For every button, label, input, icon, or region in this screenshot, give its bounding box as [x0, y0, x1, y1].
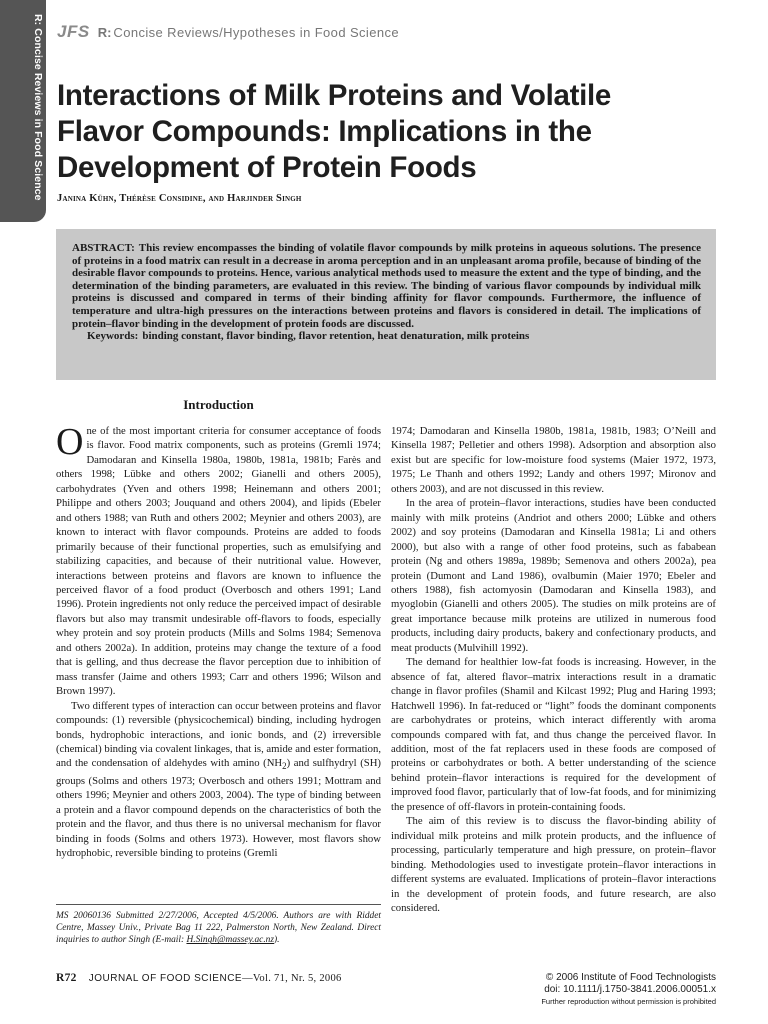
- copyright-line: © 2006 Institute of Food Technologists: [545, 972, 716, 983]
- section-name: Concise Reviews/Hypotheses in Food Science: [113, 25, 400, 40]
- article-title: Interactions of Milk Proteins and Volatile Flavor Compounds: Implications in the Development of Protein Foods: [57, 79, 612, 184]
- intro-paragraph-4: In the area of protein–flavor interactions, studies have been conducted mainly with milk proteins (Andriot and others 2000; Lübke and others 2002) and soy proteins (Damodaran and Kinsella 1981a; Li and others 2000), but also with a range of other food proteins, such as fababean protein (Ng and others 1989a, 1989b; Semenova and others 2002a), pea protein (Dumont and Land 1986), ovalbumin (Maier 1970; Ebeler and others 1988), fish actomyosin (Damodaran and Kinsella 1983), and myoglobin (Gianelli and others 2005). The studies on milk proteins are of great importance because milk proteins are utilized in numerous food products, including dairy products, bakery and confectionary products, and meat products (Mulvihill 1992).: [391, 497, 716, 654]
- journal-abbr: JFS: [57, 22, 90, 41]
- abstract-text: This review encompasses the binding of volatile flavor compounds by milk proteins in aqueous solutions. The presence of proteins in a food matrix can result in a decrease in aroma perception and in an unpleasant aroma profile, because of binding of the desirable flavor compounds to proteins. Hence, various analytical methods used to measure the extent and the type of binding, and the determination of the binding parameters, are evaluated in this review. The binding of various flavor compounds by individual milk proteins is discussed and compared in terms of their binding affinity for flavor compounds. Furthermore, the influence of temperature and ultra-high pressures on the interactions between proteins and flavors is considered in detail. The implications of protein–flavor binding in the development of protein foods are discussed.: [72, 242, 701, 330]
- manuscript-note: [56, 904, 381, 947]
- page-number: R72: [56, 972, 77, 984]
- right-column: [391, 424, 716, 915]
- journal-name: JOURNAL OF FOOD SCIENCE: [88, 973, 243, 984]
- author-list: Janina Kühn, Thérèse Considine, and Harjinder Singh: [57, 193, 302, 204]
- intro-paragraph-1-text: ne of the most important criteria for consumer acceptance of foods is flavor. Food matrix components, such as proteins (Gremli 1974; Damodaran and Kinsella 1980a, 1980b, 1981a, 1981b; Farès and others 1998; Lübke and others 2002; Gianelli and others 2005), carbohydrates (Yven and others 1998; Heinemann and others 2001; Philippe and others 2003; Jouquand and others 2004), and lipids (Ebeler and others 1988; van Ruth and others 2002; Meynier and others 2003), are known to interact with flavor compounds. Proteins are added to foods primarily because of their functional properties, such as emulsifying and stabilizing capacities, and because of their nutritional value. However, interactions between proteins and flavors are known to influence the perceived flavor of a food product (Overbosch and others 1991; Land 1996). Protein ingredients not only reduce the perceived impact of desirable flavors but also may transmit undesirable off-flavors to foods, especially whey protein and soy protein products (Mills and Solms 1984; Semenova and others 2002a). In addition, proteins may change the texture of a food that is gelling, and thus decrease the flavor perception due to inhibition of mass transfer (Jaime and others 1993; Carr and others 1996; Wilson and Brown 1997).: [56, 425, 381, 698]
- drop-cap: O: [56, 421, 84, 463]
- intro-paragraph-2: [56, 699, 381, 861]
- intro-paragraph-2-text-a: Two different types of interaction can occur between proteins and flavor compounds: (1) reversible (physicochemical) binding, including hydrogen bonds, hydrophobic interactions, and ionic bonds, and (2) irreversible (chemical) binding via covalent linkages, that is, amide and ester formation, and the condensation of aldehydes with amino (NH: [56, 699, 381, 770]
- manuscript-note-close: ).: [274, 935, 280, 946]
- abstract-label: ABSTRACT:: [72, 242, 135, 254]
- intro-paragraph-6: The aim of this review is to discuss the flavor-binding ability of individual milk proteins and milk protein products, and the influence of processing, particularly temperature and high pressure, on protein–flavor binding. Methodologies used to investigate protein–flavor interactions in different systems are evaluated. Implications of protein–flavor interactions in the development of protein foods, and future research, are also considered.: [391, 815, 716, 914]
- volume-info: —Vol. 71, Nr. 5, 2006: [242, 973, 342, 984]
- abstract: [72, 242, 701, 330]
- doi-line: doi: 10.1111/j.1750-3841.2006.00051.x: [544, 984, 716, 995]
- left-column: [56, 421, 381, 861]
- running-head: [57, 22, 399, 46]
- section-letter: R:: [97, 25, 112, 40]
- intro-heading: Introduction: [183, 397, 254, 412]
- intro-paragraph-3: 1974; Damodaran and Kinsella 1980b, 1981a, 1981b, 1983; O’Neill and Kinsella 1987; Pelletier and others 1998). Adsorption and absorption also exist but are specific for low-moisture food systems (Maier 1972, 1973, 1975; Le Thanh and others 1992; Landy and others 1997; Mironov and others 2003), and are not discussed in this review.: [391, 425, 716, 495]
- intro-paragraph-5: The demand for healthier low-fat foods is increasing. However, in the absence of fat, altered flavor–matrix interactions result in a dramatic change in flavor profiles (Shamil and Kilcast 1992; Plug and Haring 1993; Hatchwell 1996). In fat-reduced or “light” foods the dominant components are carbohydrates or proteins, which interact differently with aroma compounds compared with fat, and thus change the perceived flavor. In addition, most of the fat replacers used in these foods are composed of proteins or carbohydrates or both. A better understanding of the science behind protein–flavor interactions is required for the development of improved food flavor, particularly that of low-fat foods, and for minimizing the presence of off-flavors in protein-containing foods.: [391, 656, 716, 813]
- subscript: 2: [282, 761, 287, 772]
- permission-line: Further reproduction without permission is prohibited: [541, 997, 716, 1006]
- abstract-box: [56, 229, 716, 380]
- author-email-link[interactable]: H.Singh@massey.ac.nz: [186, 935, 274, 946]
- side-tab-label: R: Concise Reviews in Food Science: [32, 14, 44, 201]
- intro-paragraph-2-text-b: ) and sulfhydryl (SH) groups (Solms and others 1973; Overbosch and others 1991; Mottram and others 1996; Meynier and others 2003, 2004). The type of binding between a protein and a flavor compound depends on the characteristics of both the protein and the flavor, and thus there is no universal mechanism for flavor binding in foods (Solms and others 1973). However, most flavors show hydrophobic, reversible binding to proteins (Gremli: [56, 757, 381, 860]
- manuscript-note-text: MS 20060136 Submitted 2/27/2006, Accepted 4/5/2006. Authors are with Riddet Centre, Massey Univ., Private Bag 11 222, Palmerston North, New Zealand. Direct inquiries to author Singh (E-mail:: [56, 911, 381, 946]
- intro-paragraph-1: [56, 421, 381, 699]
- footer-right: [541, 972, 716, 1008]
- keywords: [87, 330, 701, 343]
- keywords-label: Keywords:: [87, 330, 139, 343]
- footer-left: [56, 972, 342, 984]
- keywords-text: binding constant, flavor binding, flavor retention, heat denaturation, milk proteins: [142, 330, 530, 343]
- section-side-tab: [0, 0, 46, 222]
